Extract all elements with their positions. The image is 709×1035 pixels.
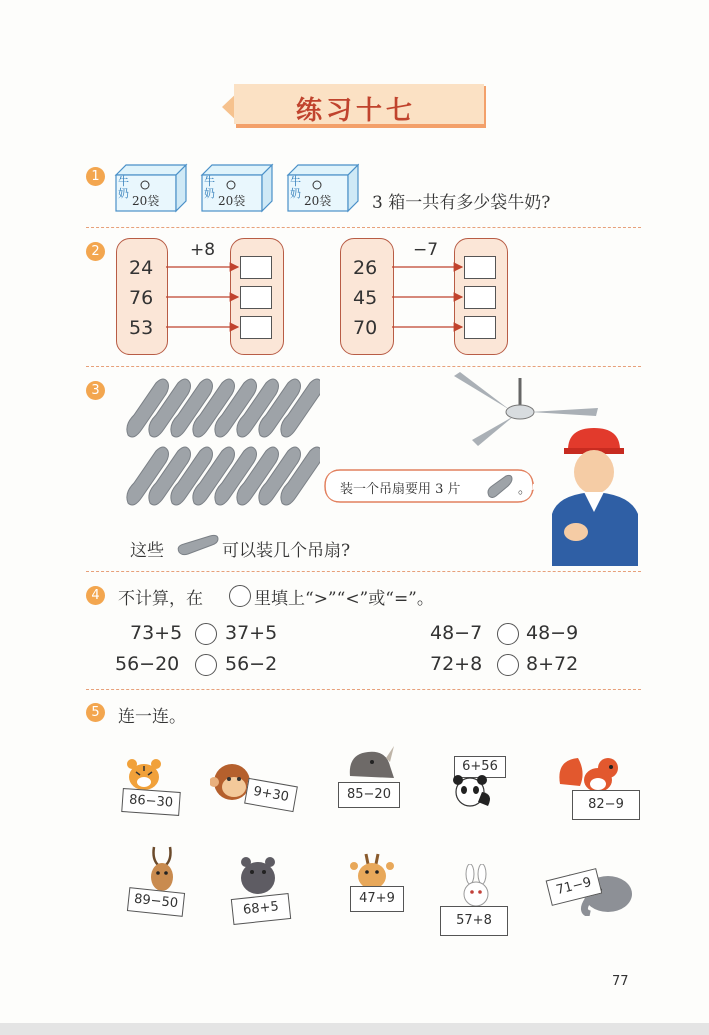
left-value: 76 xyxy=(129,287,154,309)
page-title: 练习十七 xyxy=(295,96,416,126)
squirrel-icon xyxy=(556,754,626,794)
left-value: 24 xyxy=(129,257,154,279)
expression-left: 73+5 xyxy=(130,622,183,644)
fan-blades-illustration xyxy=(120,375,320,510)
box-count: 20袋 xyxy=(218,194,246,208)
expression-card[interactable]: 68+5 xyxy=(231,893,291,925)
expression-left: 56−20 xyxy=(115,653,180,675)
question-1-text: 3 箱一共有多少袋牛奶? xyxy=(372,193,551,213)
answer-box[interactable] xyxy=(240,256,272,279)
question-number-5: 5 xyxy=(86,703,105,722)
box-count: 20袋 xyxy=(132,194,160,208)
question-5-instruction: 连一连。 xyxy=(118,707,186,727)
antelope-icon xyxy=(144,845,180,893)
expression-card[interactable]: 57+8 xyxy=(440,906,508,936)
expression-right: 56−2 xyxy=(225,653,278,675)
expression-left: 72+8 xyxy=(430,653,483,675)
compare-circle[interactable] xyxy=(195,623,217,645)
rabbit-icon xyxy=(458,864,494,908)
expression-right: 48−9 xyxy=(526,622,579,644)
page-number: 77 xyxy=(612,974,629,989)
blank-circle xyxy=(229,585,251,607)
compare-circle[interactable] xyxy=(497,654,519,676)
answer-box[interactable] xyxy=(240,316,272,339)
tiger-icon xyxy=(126,758,162,792)
divider xyxy=(86,571,641,572)
worker-illustration xyxy=(548,428,643,566)
question-number-3: 3 xyxy=(86,381,105,400)
expression-card[interactable]: 9+30 xyxy=(244,778,298,812)
hippo-icon xyxy=(238,854,278,896)
left-value: 53 xyxy=(129,317,154,339)
speech-text: 装一个吊扇要用 3 片 xyxy=(340,482,461,497)
compare-circle[interactable] xyxy=(195,654,217,676)
question-3-text-a: 这些 xyxy=(130,541,164,561)
arrows xyxy=(0,0,709,360)
expression-card[interactable]: 86−30 xyxy=(121,788,181,816)
right-value: 70 xyxy=(353,317,378,339)
right-operator: −7 xyxy=(413,240,439,260)
expression-card[interactable]: 6+56 xyxy=(454,756,506,778)
question-number-2: 2 xyxy=(86,242,105,261)
rhino-icon xyxy=(346,744,396,784)
question-4-instruction-a: 不计算，在 xyxy=(118,589,203,609)
expression-card[interactable]: 85−20 xyxy=(338,782,400,808)
right-value: 45 xyxy=(353,287,378,309)
divider xyxy=(86,366,641,367)
expression-card[interactable]: 89−50 xyxy=(127,887,185,917)
expression-right: 37+5 xyxy=(225,622,278,644)
expression-card[interactable]: 82−9 xyxy=(572,790,640,820)
expression-right: 8+72 xyxy=(526,653,579,675)
box-label-milk: 牛 xyxy=(118,175,129,188)
expression-left: 48−7 xyxy=(430,622,483,644)
right-value: 26 xyxy=(353,257,378,279)
expression-card[interactable]: 71−9 xyxy=(546,868,603,906)
answer-box[interactable] xyxy=(464,316,496,339)
answer-box[interactable] xyxy=(240,286,272,309)
box-count: 20袋 xyxy=(304,194,332,208)
question-3-text-b: 可以装几个吊扇? xyxy=(222,541,351,561)
fan-blade-icon xyxy=(486,474,514,498)
divider xyxy=(86,689,641,690)
answer-box[interactable] xyxy=(464,286,496,309)
question-number-1: 1 xyxy=(86,167,105,186)
answer-box[interactable] xyxy=(464,256,496,279)
panda-icon xyxy=(448,774,494,808)
question-number-4: 4 xyxy=(86,586,105,605)
expression-card[interactable]: 47+9 xyxy=(350,886,404,912)
compare-circle[interactable] xyxy=(497,623,519,645)
fan-blade-icon xyxy=(176,532,220,558)
question-4-instruction-b: 里填上“>”“<”或“=”。 xyxy=(254,589,434,609)
bottom-bar xyxy=(0,1023,709,1035)
left-operator: +8 xyxy=(190,240,216,260)
